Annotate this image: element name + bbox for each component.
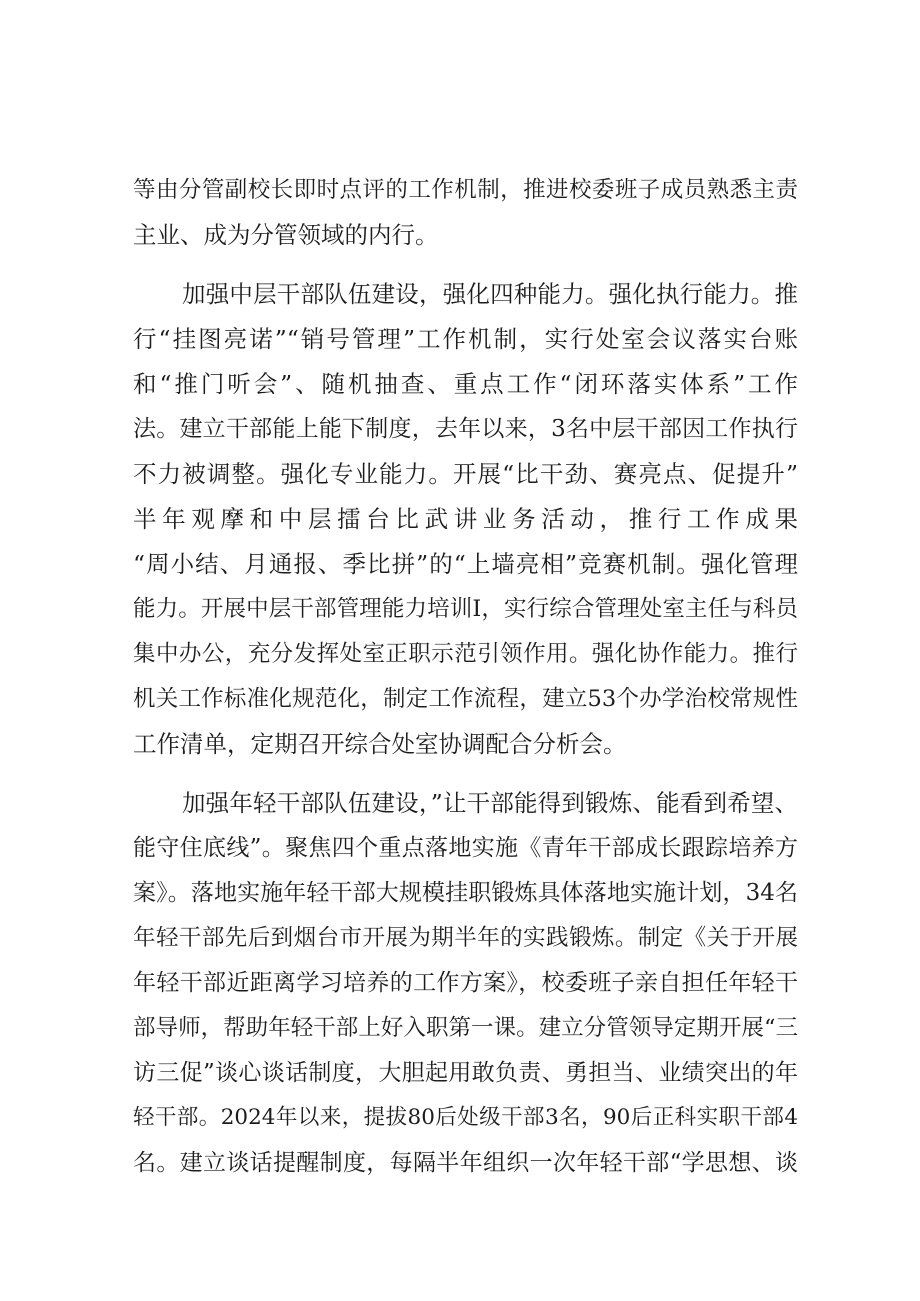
paragraph-3-line-7: 访三促”谈心谈话制度，大胆起用敢负责、勇担当、业绩突出的年 [133, 1060, 798, 1086]
paragraph-2-line-2: 行“挂图亮诺”“销号管理”工作机制，实行处室会议落实台账 [133, 325, 798, 353]
paragraph-1-line-2: 主业、成为分管领域的内行。 [133, 221, 439, 249]
paragraph-3-line-1: 加强年轻干部队伍建设，”让干部能得到锻炼、能看到希望、 [182, 789, 798, 817]
paragraph-3-line-8: 轻干部。2024年以来，提拔80后处级干部3名，90后正科实职干部4 [133, 1105, 798, 1130]
paragraph-2-line-9: 集中办公，充分发挥处室正职示范引领作用。强化协作能力。推行 [133, 641, 798, 667]
paragraph-2-line-11: 工作清单，定期召开综合处室协调配合分析会。 [133, 730, 627, 758]
paragraph-3-line-6: 部导师，帮助年轻干部上好入职第一课。建立分管领导定期开展“三 [133, 1015, 798, 1041]
paragraph-3-line-9: 名。建立谈话提醒制度，每隔半年组织一次年轻干部“学思想、谈 [133, 1150, 798, 1176]
paragraph-2-line-4: 法。建立干部能上能下制度，去年以来，3名中层干部因工作执行 [133, 416, 798, 442]
paragraph-3-line-4: 年轻干部先后到烟台市开展为期半年的实践锻炼。制定《关于开展 [133, 925, 798, 951]
paragraph-2-line-1: 加强中层干部队伍建设，强化四种能力。强化执行能力。推 [182, 280, 798, 308]
paragraph-1-line-1: 等由分管副校长即时点评的工作机制，推进校委班子成员熟悉主责 [133, 177, 798, 203]
paragraph-3-line-2: 能守住底线”。聚焦四个重点落地实施《青年干部成长跟踪培养方 [133, 835, 798, 861]
paragraph-2-line-6: 半年观摩和中层擂台比武讲业务活动，推行工作成果 [133, 505, 798, 533]
paragraph-2-line-8: 能力。开展中层干部管理能力培训I，实行综合管理处室主任与科员 [133, 596, 798, 622]
paragraph-2-line-7: “周小结、月通报、季比拼”的“上墙亮相”竞赛机制。强化管理 [133, 550, 798, 578]
paragraph-3-line-5: 年轻干部近距离学习培养的工作方案》，校委班子亲自担任年轻干 [133, 970, 798, 996]
paragraph-3-line-3: 案》。落地实施年轻干部大规模挂职锻炼具体落地实施计划，34名 [133, 880, 798, 906]
paragraph-2-line-5: 不力被调整。强化专业能力。开展“比干劲、赛亮点、促提升” [133, 460, 798, 488]
paragraph-2-line-3: 和“推门听会”、随机抽查、重点工作“闭环落实体系”工作 [133, 370, 798, 398]
paragraph-2-line-10: 机关工作标准化规范化，制定工作流程，建立53个办学治校常规性 [133, 686, 798, 712]
